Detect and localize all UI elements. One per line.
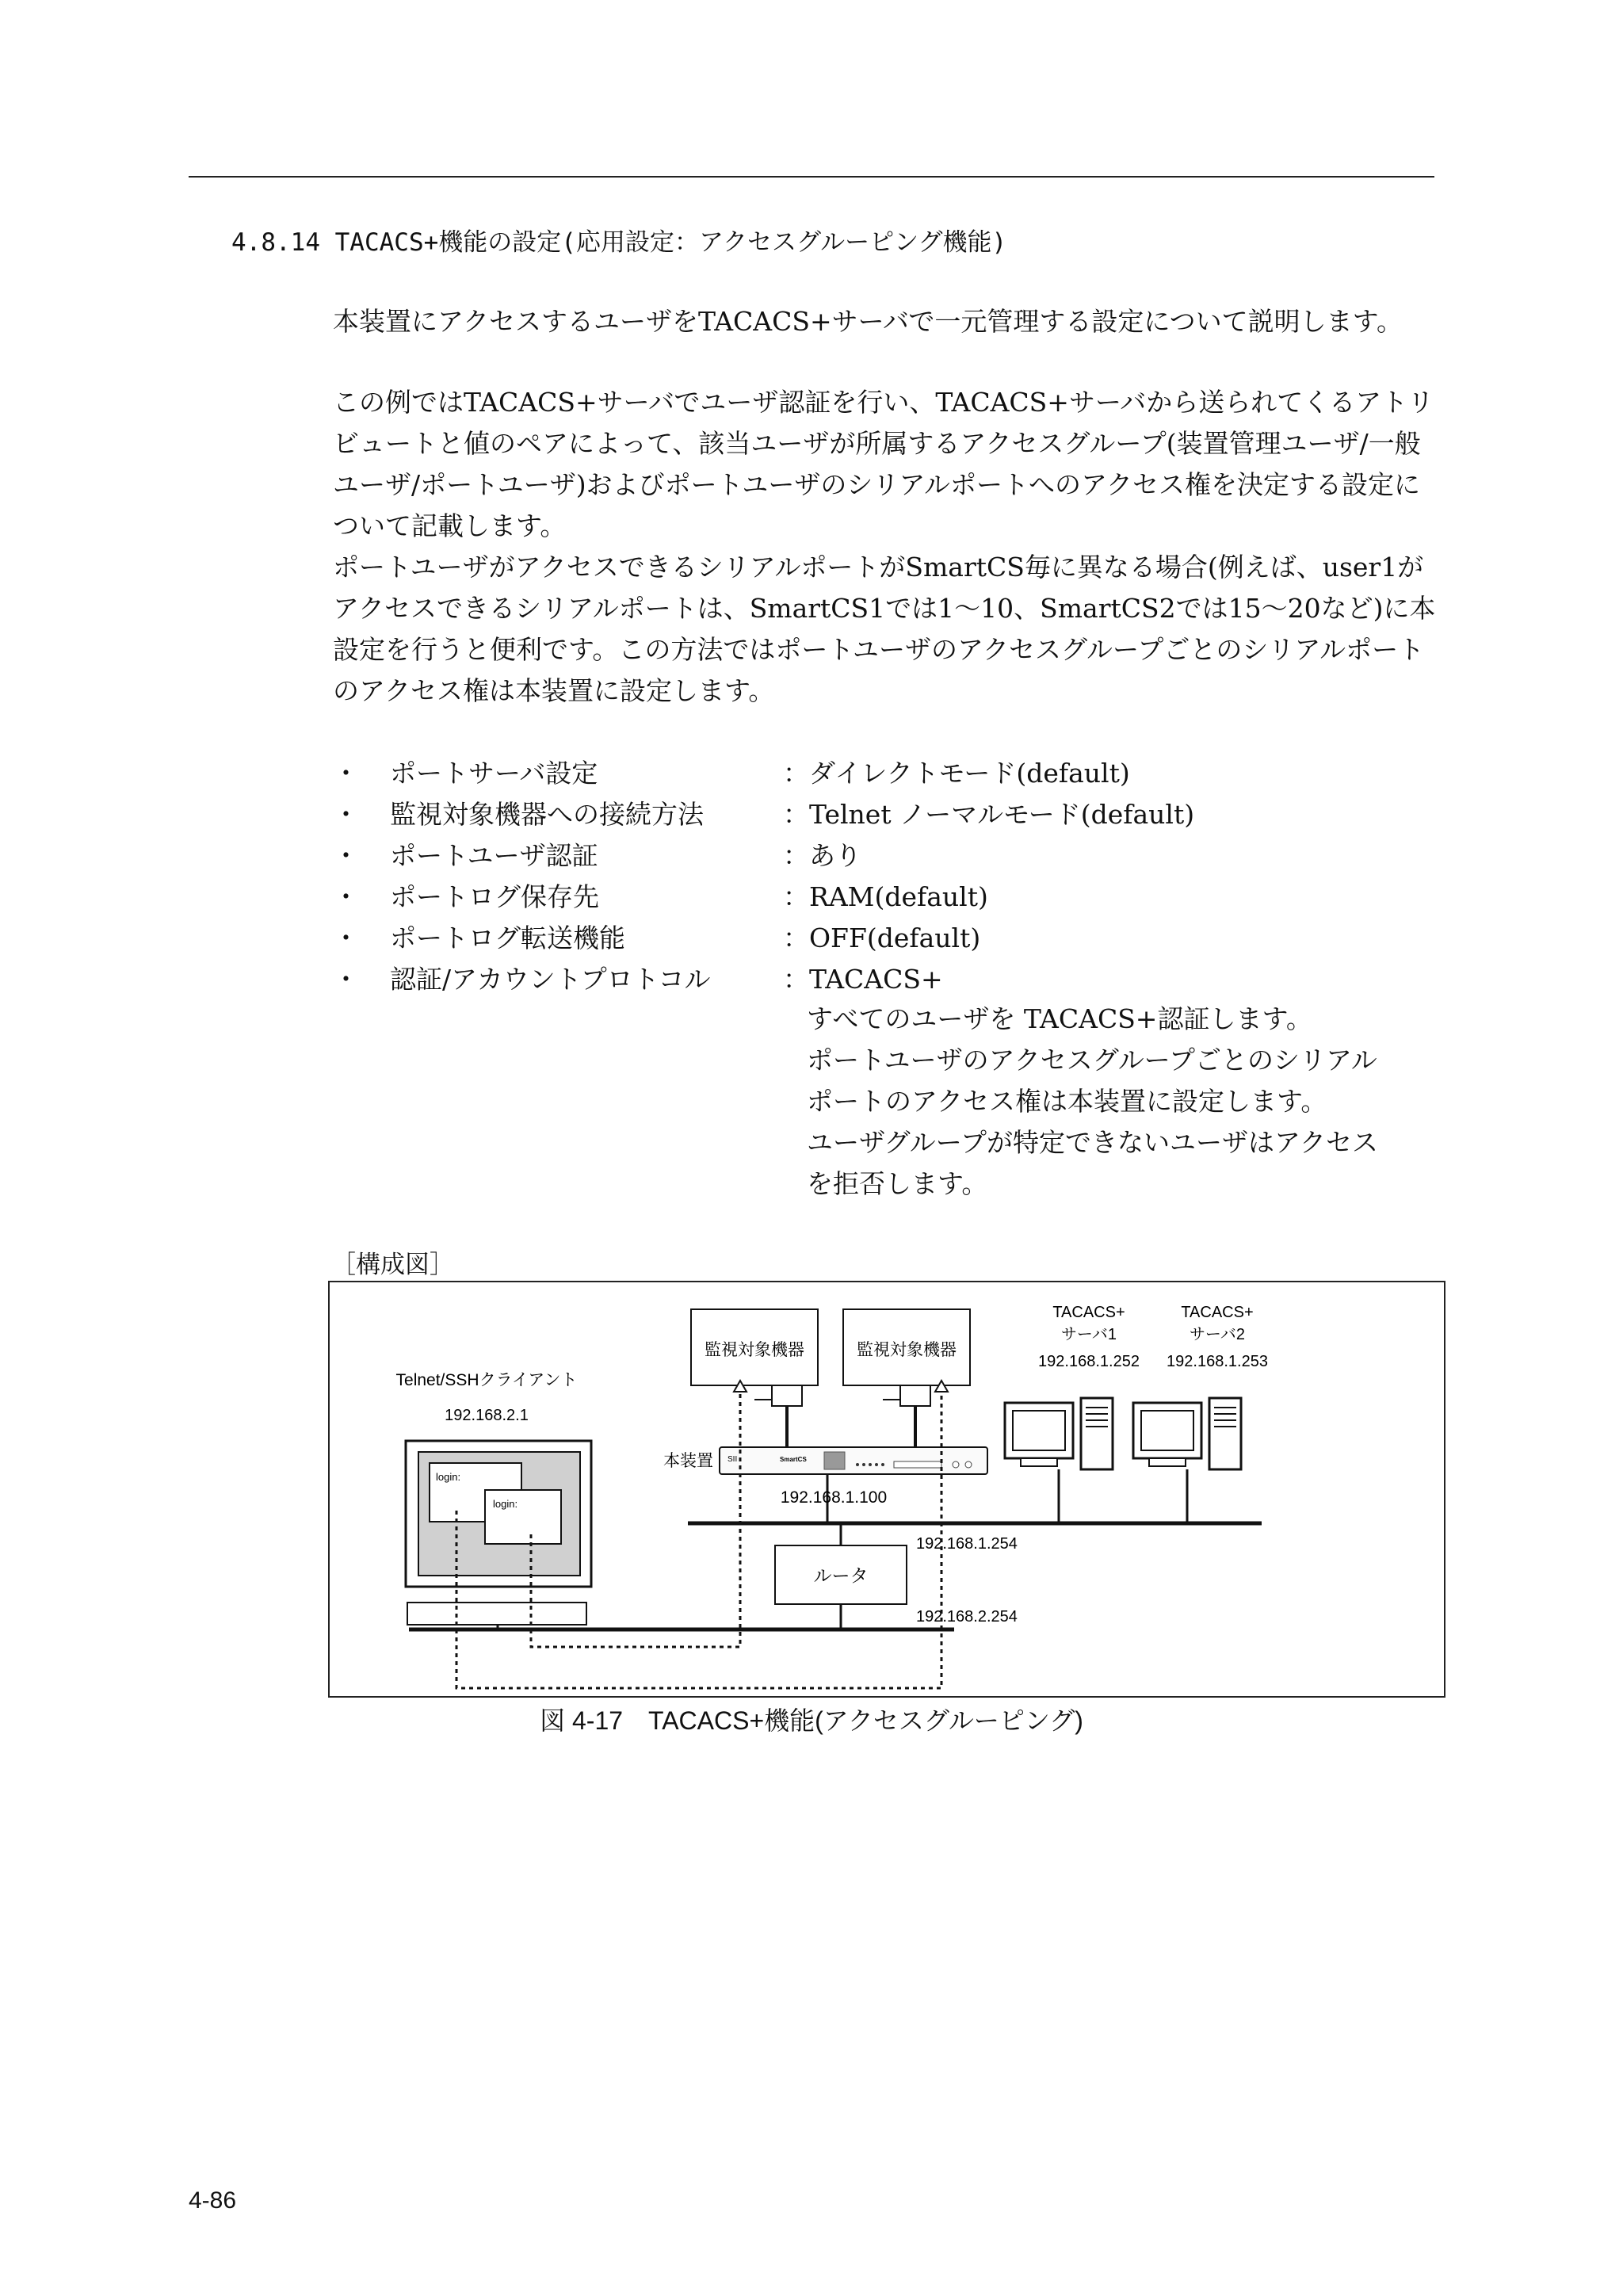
protocol-note-line: ユーザグループが特定できないユーザはアクセス — [807, 1127, 1379, 1158]
login-prompt-2: login: — [493, 1498, 518, 1510]
settings-item — [333, 959, 1442, 1000]
client-ip: 192.168.2.1 — [445, 1407, 529, 1424]
network-diagram — [330, 1282, 1444, 1696]
client-computer-icon — [406, 1441, 591, 1625]
setting-value: ：TACACS+ — [783, 964, 943, 995]
settings-item — [333, 877, 1442, 918]
port-icon — [894, 1461, 941, 1468]
setting-label: ポートサーバ設定 — [390, 758, 598, 789]
setting-label: ポートログ転送機能 — [390, 923, 625, 953]
monitored-device-1-label: 監視対象機器 — [705, 1341, 804, 1359]
smartcs-unit — [720, 1447, 987, 1474]
server2-ip: 192.168.1.253 — [1167, 1353, 1268, 1370]
port-icon — [965, 1461, 972, 1468]
intro-paragraph: 本装置にアクセスするユーザをTACACS+サーバで一元管理する設定について説明します。 — [333, 306, 1403, 337]
setting-value: ：ダイレクトモード(default) — [783, 758, 1130, 789]
usage-note-paragraph: ポートユーザがアクセスできるシリアルポートがSmartCS毎に異なる場合(例えば、user1がアクセスできるシリアルポートは、SmartCS1では1〜10、SmartCS2では15〜20など)に本設定を行うと便利です。この方法ではポートユーザのアクセスグループごとのシリアルポートのアクセス権は本装置に設定します。 — [333, 552, 1436, 706]
setting-label: ポートユーザ認証 — [390, 840, 598, 871]
bullet: ・ — [333, 881, 359, 912]
server1-name: サーバ1 — [1060, 1326, 1117, 1343]
server2-computer-icon — [1133, 1398, 1241, 1469]
settings-list — [333, 753, 1442, 1000]
settings-item — [333, 753, 1442, 794]
bullet: ・ — [333, 799, 359, 830]
bullet: ・ — [333, 923, 359, 953]
bullet: ・ — [333, 964, 359, 995]
login-prompt-1: login: — [436, 1471, 461, 1483]
unit-ip: 192.168.1.100 — [780, 1488, 888, 1507]
unit-label: 本装置 — [663, 1452, 713, 1470]
serial-adapter-icon — [772, 1385, 802, 1406]
setting-label: ポートログ保存先 — [390, 881, 599, 912]
section-heading: 4.8.14 TACACS+機能の設定(応用設定：アクセスグルーピング機能) — [231, 228, 1007, 257]
protocol-notes — [807, 999, 1378, 1205]
bullet: ・ — [333, 758, 359, 789]
port-icon — [953, 1461, 959, 1468]
description-paragraph: この例ではTACACS+サーバでユーザ認証を行い、TACACS+サーバから送られてくるアトリビュートと値のペアによって、該当ユーザが所属するアクセスグループ(装置管理ユーザ/一般ユーザ/ポートユーザ)およびポートユーザのシリアルポートへのアクセス権を決定する設定について記載します。 — [333, 387, 1434, 541]
protocol-note-line: ポートのアクセス権は本装置に設定します。 — [807, 1086, 1327, 1117]
server1-computer-icon — [1005, 1398, 1113, 1469]
setting-value: ：RAM(default) — [783, 881, 988, 912]
serial-adapter-icon — [900, 1385, 930, 1406]
monitored-device-2-label: 監視対象機器 — [857, 1341, 957, 1359]
router-ip-lower: 192.168.2.254 — [916, 1608, 1018, 1626]
server2-title: TACACS+ — [1181, 1304, 1254, 1321]
configuration-diagram — [328, 1281, 1445, 1698]
settings-item — [333, 794, 1442, 835]
setting-value: ：あり — [783, 840, 861, 871]
server1-ip: 192.168.1.252 — [1038, 1353, 1140, 1370]
figure-caption: 図 4-17 TACACS+機能(アクセスグルーピング) — [540, 1706, 1083, 1735]
settings-item — [333, 835, 1442, 877]
settings-item — [333, 918, 1442, 959]
server1-title: TACACS+ — [1052, 1304, 1125, 1321]
unit-brand: SII — [727, 1455, 738, 1464]
header-rule — [189, 176, 1434, 178]
page-number: 4-86 — [189, 2187, 237, 2214]
router-label: ルータ — [813, 1565, 869, 1586]
server2-name: サーバ2 — [1189, 1326, 1246, 1343]
router-ip-upper: 192.168.1.254 — [916, 1535, 1018, 1553]
vent-icon — [824, 1452, 845, 1469]
protocol-note-line: すべてのユーザを TACACS+認証します。 — [807, 1003, 1312, 1034]
setting-label: 認証/アカウントプロトコル — [390, 964, 711, 995]
config-diagram-label: ［構成図］ — [331, 1251, 454, 1279]
client-label: Telnet/SSHクライアント — [395, 1371, 578, 1389]
protocol-note-line: を拒否します。 — [807, 1168, 988, 1199]
bullet: ・ — [333, 840, 359, 871]
setting-value: ：OFF(default) — [783, 923, 981, 953]
protocol-note-line: ポートユーザのアクセスグループごとのシリアル — [807, 1045, 1377, 1075]
setting-label: 監視対象機器への接続方法 — [390, 799, 704, 830]
unit-model: SmartCS — [780, 1456, 807, 1463]
setting-value: ：Telnet ノーマルモード(default) — [783, 799, 1195, 830]
